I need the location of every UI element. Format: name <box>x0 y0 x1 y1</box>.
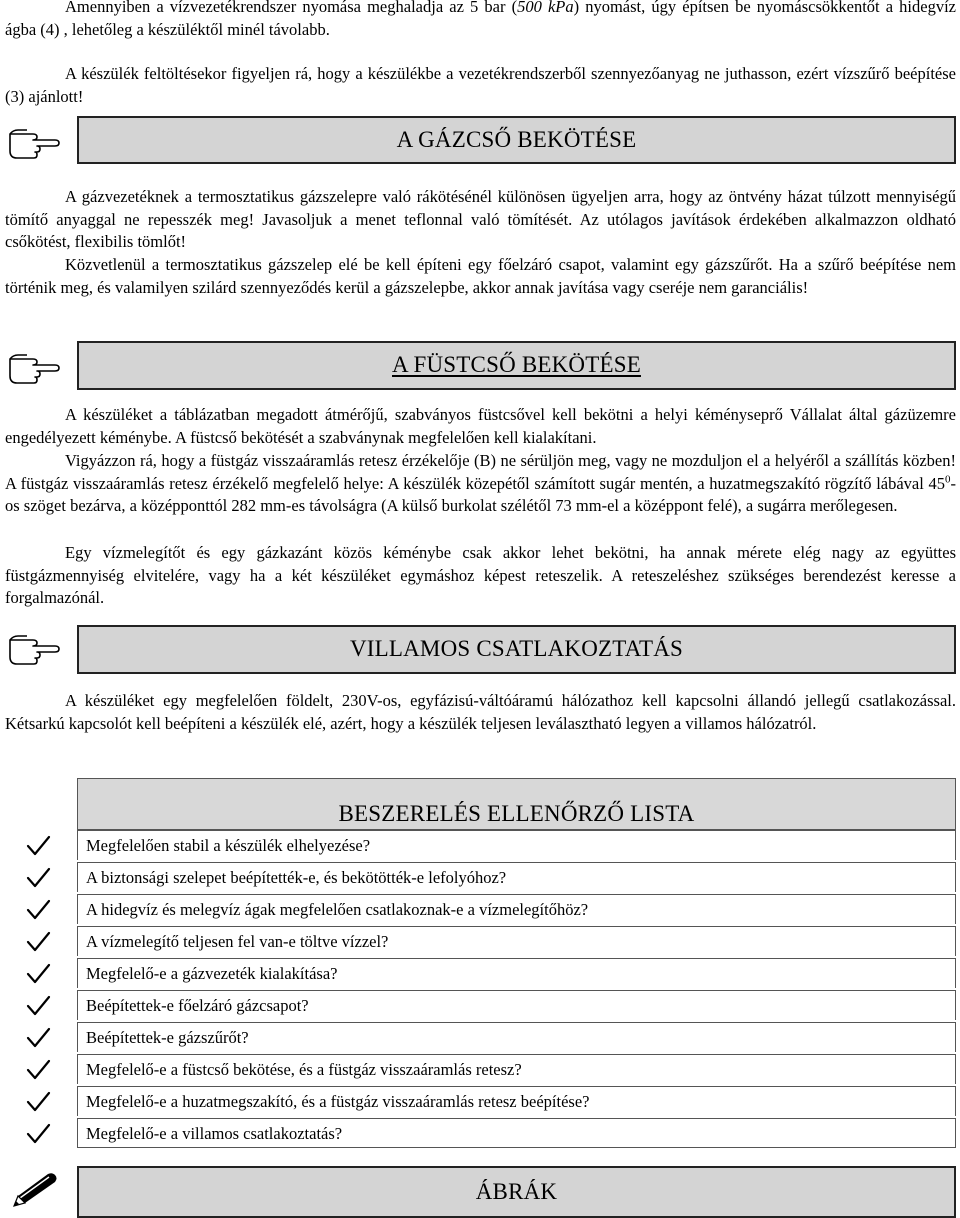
check-icon <box>24 898 52 922</box>
section-header-gas <box>77 116 956 164</box>
paragraph-flue-3: Egy vízmelegítőt és egy gázkazánt közös kéménybe csak akkor lehet bekötni, ha annak mérete elég nagy az együttes füstgázmennyiség elvitelére, vagy ha a két készüléket egymáshoz képest reteszelik. A reteszeléshez szükséges berendezést keresse a forgalmazónál. <box>5 543 956 607</box>
check-icon <box>24 866 52 890</box>
checklist-item-label: A hidegvíz és melegvíz ágak megfelelően csatlakoznak-e a vízmelegítőhöz? <box>77 894 956 924</box>
section-title-electric: VILLAMOS CSATLAKOZTATÁS <box>349 636 684 662</box>
paragraph-gas-1: A gázvezetéknek a termosztatikus gázszelepre való rákötésénél különösen ügyeljen arra, hogy az öntvény házat túlzott mennyiségű tömítő anyaggal ne repesszék meg! Javasoljuk a menet teflonnal való tömítését. Az utólagos javítások érdekében alkalmazzon oldható csőkötést, flexibilis tömlőt! <box>5 187 956 251</box>
checklist-item-label: Megfelelő-e a huzatmegszakító, és a füstgáz visszaáramlás retesz beépítése? <box>77 1086 956 1116</box>
section-title-flue: A FÜSTCSŐ BEKÖTÉSE <box>392 352 641 378</box>
list-item <box>0 926 960 956</box>
checklist-title: BESZERELÉS ELLENŐRZŐ LISTA <box>338 800 695 826</box>
section-header-flue <box>77 341 956 390</box>
list-item <box>0 894 960 924</box>
paragraph-gas-2: Közvetlenül a termosztatikus gázszelep elé be kell építeni egy főelzáró csapot, valamint egy gázszűrőt. Ha a szűrő beépítése nem történik meg, és valamilyen szilárd szennyeződés kerül a gázszelepbe, akkor annak javítása vagy cseréje nem garanciális! <box>5 255 956 297</box>
list-item <box>0 1086 960 1116</box>
pointing-hand-icon <box>7 626 63 666</box>
checklist-item-label: Beépítettek-e főelzáró gázcsapot? <box>77 990 956 1020</box>
checklist-item-label: Megfelelően stabil a készülék elhelyezése? <box>77 830 956 860</box>
check-icon <box>24 1058 52 1082</box>
list-item <box>0 1054 960 1084</box>
list-item <box>0 1118 960 1148</box>
checklist-header <box>77 778 956 830</box>
pointing-hand-icon <box>7 120 63 160</box>
checklist-item-label: Megfelelő-e a füstcső bekötése, és a füstgáz visszaáramlás retesz? <box>77 1054 956 1084</box>
pointing-hand-icon <box>7 345 63 385</box>
pencil-icon <box>8 1170 64 1210</box>
paragraph-filter: A készülék feltöltésekor figyeljen rá, hogy a készülékbe a vezetékrendszerből szennyezőanyag ne juthasson, ezért vízszűrő beépítése (3) ajánlott! <box>5 64 956 106</box>
paragraph-flue-1: A készüléket a táblázatban megadott átmérőjű, szabványos füstcsővel kell bekötni a helyi kéményseprő Vállalat által gázüzemre engedélyezett kéménybe. A füstcső bekötését a szabványnak megfelelően kell kialakítani. <box>5 405 956 447</box>
section-header-figures <box>77 1166 956 1218</box>
paragraph-flue-2: Vigyázzon rá, hogy a füstgáz visszaáramlás retesz érzékelője (B) ne sérüljön meg, vagy ne mozduljon el a helyéről a szállítás közben! A füstgáz visszaáramlás retesz érzékelő megfelelő helye: A készülék közepétől számított sugár mentén, a huzatmegszakító rögzítő lábával $45^0-os$ szöget bezárva, a középponttól 282 mm-es távolságra (A külső burkolat szélétől 73 mm-el a középpont felé), a sugárra merőlegesen. <box>5 451 956 515</box>
checklist-item-label: Megfelelő-e a villamos csatlakoztatás? <box>77 1118 956 1148</box>
check-icon <box>24 1026 52 1050</box>
checklist-item-label: Megfelelő-e a gázvezeték kialakítása? <box>77 958 956 988</box>
check-icon <box>24 962 52 986</box>
section-title-figures: ÁBRÁK <box>475 1178 558 1204</box>
list-item <box>0 1022 960 1052</box>
paragraph-pressure: Amennyiben a vízvezetékrendszer nyomása meghaladja az 5 bar (500 kPa) nyomást, úgy építsen be nyomáscsökkentőt a hidegvíz ágba (4) , lehetőleg a készüléktől minél távolabb. <box>5 0 956 39</box>
check-icon <box>24 994 52 1018</box>
paragraph-electric: A készüléket egy megfelelően földelt, 230V-os, egyfázisú-váltóáramú hálózathoz kell kapcsolni állandó jellegű csatlakozással. Kétsarkú kapcsolót kell beépíteni a készülék elé, azért, hogy a készülék teljesen leválasztható legyen a villamos hálózatról. <box>5 691 956 733</box>
checklist-item-label: Beépítettek-e gázszűrőt? <box>77 1022 956 1052</box>
list-item <box>0 990 960 1020</box>
checklist-item-label: A biztonsági szelepet beépítették-e, és bekötötték-e lefolyóhoz? <box>77 862 956 892</box>
check-icon <box>24 834 52 858</box>
check-icon <box>24 930 52 954</box>
check-icon <box>24 1122 52 1146</box>
list-item <box>0 830 960 860</box>
section-header-electric <box>77 625 956 674</box>
list-item <box>0 958 960 988</box>
checklist-item-label: A vízmelegítő teljesen fel van-e töltve vízzel? <box>77 926 956 956</box>
list-item <box>0 862 960 892</box>
check-icon <box>24 1090 52 1114</box>
section-title-gas: A GÁZCSŐ BEKÖTÉSE <box>396 126 637 152</box>
